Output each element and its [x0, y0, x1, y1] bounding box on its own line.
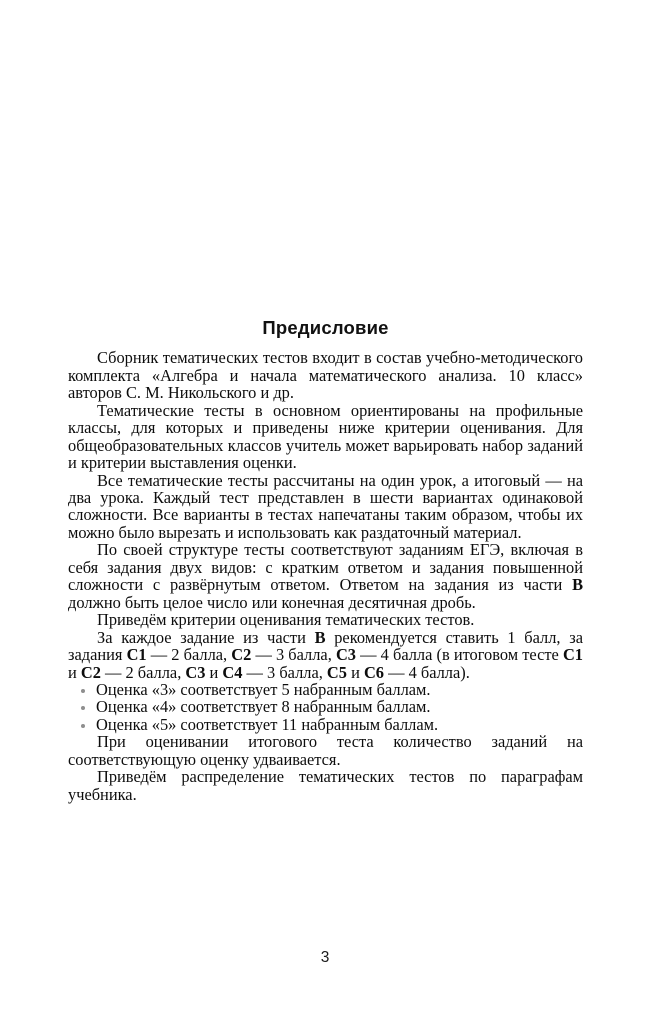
scoring-text-k: и: [68, 662, 81, 682]
scoring-text-a: За каждое задание из части: [97, 627, 315, 647]
list-item: [68, 681, 583, 698]
grade-threshold-list: [68, 681, 583, 733]
page-title: Предисловие: [262, 317, 389, 338]
list-item: [68, 698, 583, 715]
paragraph-ege-structure: [68, 541, 583, 611]
part-label-b-inline: В: [572, 575, 583, 595]
paragraph-intro-collection: Сборник тематических тестов входит в состав учебно-методического комплекта «Алгебра и начала математического анализа. 10 класс» авторов С. М. Никольского и др.: [68, 348, 583, 403]
scoring-text-q: — 3 балла,: [242, 662, 327, 682]
part-label-b: В: [314, 627, 326, 647]
paragraph-distribution-intro: Приведём распределение тематических тестов по параграфам учебника.: [68, 767, 583, 804]
task-label-c6-final: С6: [363, 662, 384, 682]
task-label-c1-final: С1: [562, 645, 584, 665]
paragraph-lesson-duration: Все тематические тесты рассчитаны на один урок, а итоговый — на два урока. Каждый тест представлен в шести вариантах одинаковой сложности. Все варианты в тестах напечатаны таким образом, чтобы их можно было вырезать и использовать как раздаточный материал.: [68, 470, 583, 542]
bullet-dot-icon: [81, 724, 85, 728]
task-label-c2: С2: [231, 645, 252, 665]
task-label-c4-final: С4: [222, 662, 243, 682]
paragraph-ege-structure-text-a: По своей структуре тесты соответствуют заданиям ЕГЭ, включая в себя задания двух видов: с кратким ответом и задания повышенной сложности с развёрнутым ответом. Ответом на задания из части: [68, 540, 583, 595]
task-label-c3-final: С3: [185, 662, 206, 682]
paragraph-profile-classes: Тематические тесты в основном ориентированы на профильные классы, для которых и приведены ниже критерии оценивания. Для общеобразовательных классов учитель может варьировать набор заданий и критерии выставления оценки.: [68, 400, 583, 473]
paragraph-ege-structure-text-c: должно быть целое число или конечная десятичная дробь.: [68, 592, 476, 612]
paragraph-scoring-rules: [68, 629, 583, 681]
page-content: [68, 318, 583, 803]
paragraph-criteria-intro: Приведём критерии оценивания тематических тестов.: [97, 610, 475, 630]
list-item-label: Оценка «5» соответствует 11 набранным баллам.: [96, 714, 439, 734]
scoring-text-c: рекомендуется ставить 1 балл, за задания: [68, 627, 583, 665]
scoring-text-e: — 2 балла,: [146, 645, 232, 665]
scoring-text-g: — 3 балла,: [251, 645, 336, 665]
list-item: [68, 716, 583, 733]
paragraph-final-test-doubling: При оценивании итогового теста количество заданий на соответствующую оценку удваивается.: [68, 732, 583, 769]
scoring-text-u: — 4 балла).: [383, 662, 470, 682]
scoring-text-m: — 2 балла,: [100, 662, 186, 682]
scoring-text-o: и: [205, 662, 223, 682]
bullet-dot-icon: [81, 689, 85, 693]
task-label-c5-final: С5: [326, 662, 347, 682]
list-item-label: Оценка «4» соответствует 8 набранным баллам.: [96, 697, 431, 717]
task-label-c3: С3: [335, 645, 356, 665]
page-number: 3: [320, 949, 330, 966]
scoring-text-s: и: [346, 662, 364, 682]
task-label-c2-final: С2: [80, 662, 101, 682]
list-item-label: Оценка «3» соответствует 5 набранным баллам.: [96, 679, 431, 699]
scoring-text-i: — 4 балла (в итоговом тесте: [355, 645, 563, 665]
task-label-c1: С1: [126, 645, 147, 665]
bullet-dot-icon: [81, 706, 85, 710]
